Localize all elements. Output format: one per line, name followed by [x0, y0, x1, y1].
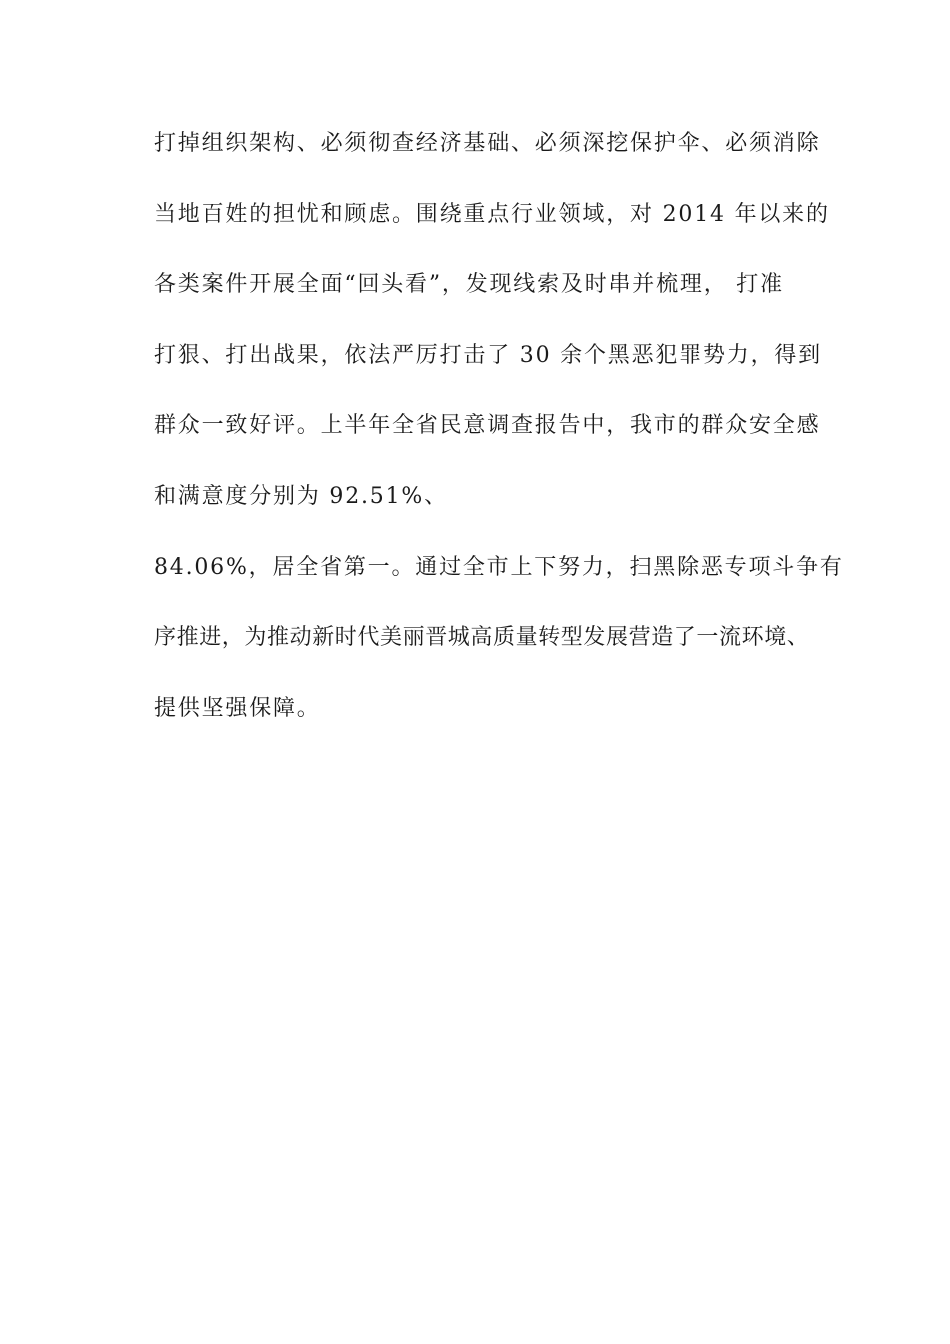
text-line: 当地百姓的担忧和顾虑。围绕重点行业领域，对 2014 年以来的 [154, 201, 830, 227]
text-line: 打掉组织架构、必须彻查经济基础、必须深挖保护伞、必须消除 [154, 131, 821, 156]
text-line: 和满意度分别为 92.51%、 [154, 483, 448, 509]
text-line: 提供坚强保障。 [154, 695, 321, 721]
body-paragraph [154, 131, 844, 767]
text-line: 序推进，为推动新时代美丽晋城高质量转型发展营造了一流环境、 [154, 625, 810, 651]
text-line: 84.06%，居全省第一。通过全市上下努力，扫黑除恶专项斗争有 [154, 554, 844, 580]
text-line: 各类案件开展全面“回头看”，发现线索及时串并梳理， 打准 [154, 272, 784, 298]
text-line: 打狠、打出战果，依法严厉打击了 30 余个黑恶犯罪势力，得到 [154, 342, 822, 368]
text-line: 群众一致好评。上半年全省民意调查报告中，我市的群众安全感 [154, 413, 821, 439]
